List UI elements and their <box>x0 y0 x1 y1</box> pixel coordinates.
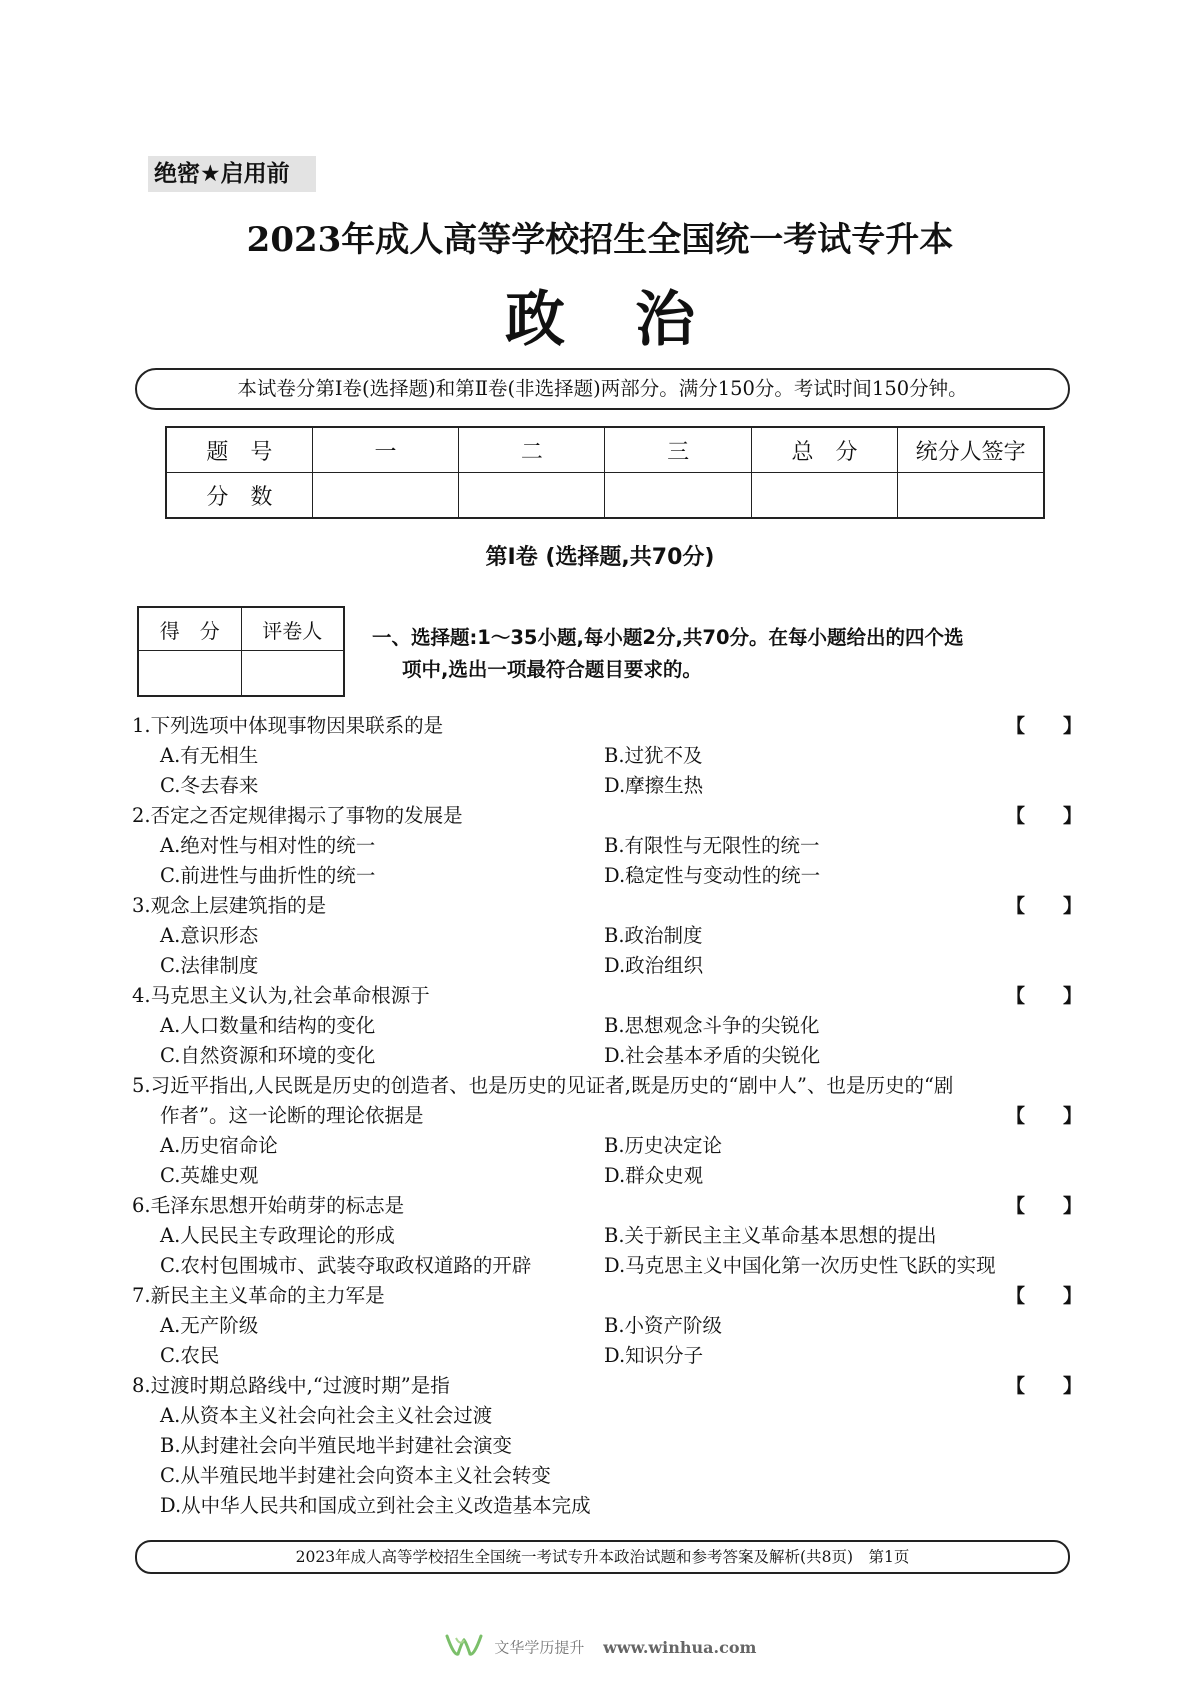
question-stem <box>132 1191 1082 1221</box>
instruction-line: 项中,选出一项最符合题目要求的。 <box>402 658 702 681</box>
question-text: 4.马克思主义认为,社会革命根源于 <box>132 984 430 1007</box>
option-c: C.前进性与曲折性的统一 <box>160 864 376 887</box>
score-table-cell: 统分人签字 <box>898 427 1044 473</box>
score-table-cell: 二 <box>459 427 605 473</box>
question-7 <box>132 1281 1082 1371</box>
question-text: 1.下列选项中体现事物因果联系的是 <box>132 714 444 737</box>
score-entry-cell[interactable] <box>459 473 605 519</box>
exam-note: 本试卷分第Ⅰ卷(选择题)和第Ⅱ卷(非选择题)两部分。满分150分。考试时间150分钟。 <box>135 368 1070 410</box>
answer-bracket[interactable]: 【 】 <box>1005 985 1082 1007</box>
question-6 <box>132 1191 1082 1281</box>
option-d: D.摩擦生热 <box>604 774 704 797</box>
option-a: A.有无相生 <box>160 744 259 767</box>
page-footer: 2023年成人高等学校招生全国统一考试专升本政治试题和参考答案及解析(共8页) 第1页 <box>135 1540 1070 1574</box>
answer-bracket[interactable]: 【 】 <box>1005 1195 1082 1217</box>
exam-title: 2023年成人高等学校招生全国统一考试专升本 <box>246 220 954 260</box>
grader-name-entry[interactable] <box>241 651 344 697</box>
option-b: B.思想观念斗争的尖锐化 <box>604 1014 820 1037</box>
option-c: C.农民 <box>160 1344 220 1367</box>
brand-watermark <box>0 1632 1200 1662</box>
question-4 <box>132 981 1082 1071</box>
question-text: 6.毛泽东思想开始萌芽的标志是 <box>132 1194 405 1217</box>
option-d: D.群众史观 <box>604 1164 704 1187</box>
option-c: C.自然资源和环境的变化 <box>160 1044 376 1067</box>
option-c: C.农村包围城市、武装夺取政权道路的开辟 <box>160 1254 532 1277</box>
answer-bracket[interactable]: 【 】 <box>1005 1105 1082 1127</box>
option-c: C.从半殖民地半封建社会向资本主义社会转变 <box>160 1464 551 1487</box>
question-5 <box>132 1071 1082 1191</box>
option-b: B.历史决定论 <box>604 1134 723 1157</box>
option-b: B.小资产阶级 <box>604 1314 723 1337</box>
question-stem-continued <box>132 1101 1082 1131</box>
question-text: 2.否定之否定规律揭示了事物的发展是 <box>132 804 463 827</box>
option-a: A.人民民主专政理论的形成 <box>160 1224 395 1247</box>
option-c: C.法律制度 <box>160 954 259 977</box>
question-stem <box>132 801 1082 831</box>
score-entry-cell[interactable] <box>751 473 897 519</box>
score-entry-cell[interactable] <box>605 473 751 519</box>
grader-table <box>137 606 345 697</box>
answer-bracket[interactable]: 【 】 <box>1005 805 1082 827</box>
option-a: A.人口数量和结构的变化 <box>160 1014 376 1037</box>
score-table <box>165 426 1045 519</box>
option-a: A.意识形态 <box>160 924 259 947</box>
question-stem <box>132 1281 1082 1311</box>
score-entry-cell[interactable] <box>898 473 1044 519</box>
option-b: B.从封建社会向半殖民地半封建社会演变 <box>160 1434 513 1457</box>
confidential-label: 绝密★启用前 <box>148 156 316 192</box>
part-title: 第Ⅰ卷 (选择题,共70分) <box>485 545 715 570</box>
score-entry-cell[interactable] <box>312 473 458 519</box>
option-a: A.历史宿命论 <box>160 1134 278 1157</box>
subject-title: 政治 <box>505 285 765 355</box>
option-a: A.绝对性与相对性的统一 <box>160 834 376 857</box>
question-2 <box>132 801 1082 891</box>
question-stem <box>132 1371 1082 1401</box>
brand-url[interactable]: www.winhua.com <box>603 1637 757 1657</box>
question-3 <box>132 891 1082 981</box>
answer-bracket[interactable]: 【 】 <box>1005 715 1082 737</box>
option-b: B.有限性与无限性的统一 <box>604 834 820 857</box>
question-8 <box>132 1371 1082 1521</box>
score-table-cell: 总 分 <box>751 427 897 473</box>
option-d: D.社会基本矛盾的尖锐化 <box>604 1044 821 1067</box>
grader-score-entry[interactable] <box>138 651 241 697</box>
option-a: A.无产阶级 <box>160 1314 259 1337</box>
score-table-cell: 一 <box>312 427 458 473</box>
option-b: B.关于新民主主义革命基本思想的提出 <box>604 1224 937 1247</box>
option-b: B.政治制度 <box>604 924 703 947</box>
question-stem <box>132 981 1082 1011</box>
section-instructions <box>372 622 1072 686</box>
answer-bracket[interactable]: 【 】 <box>1005 1285 1082 1307</box>
brand-name: 文华学历提升 <box>494 1638 585 1657</box>
option-b: B.过犹不及 <box>604 744 703 767</box>
question-stem <box>132 891 1082 921</box>
question-stem <box>132 711 1082 741</box>
instruction-line: 一、选择题:1～35小题,每小题2分,共70分。在每小题给出的四个选 <box>372 626 964 649</box>
option-d: D.从中华人民共和国成立到社会主义改造基本完成 <box>160 1494 591 1517</box>
grader-score-label: 得 分 <box>138 607 241 651</box>
option-a: A.从资本主义社会向社会主义社会过渡 <box>160 1404 493 1427</box>
option-d: D.知识分子 <box>604 1344 704 1367</box>
score-table-cell: 题 号 <box>166 427 312 473</box>
option-d: D.马克思主义中国化第一次历史性飞跃的实现 <box>604 1254 996 1277</box>
question-text: 5.习近平指出,人民既是历史的创造者、也是历史的见证者,既是历史的“剧中人”、也是历史的“剧 <box>132 1074 954 1097</box>
answer-bracket[interactable]: 【 】 <box>1005 1375 1082 1397</box>
question-text: 7.新民主主义革命的主力军是 <box>132 1284 385 1307</box>
score-table-header-row <box>166 427 1044 473</box>
question-text: 8.过渡时期总路线中,“过渡时期”是指 <box>132 1374 450 1397</box>
question-1 <box>132 711 1082 801</box>
grader-name-label: 评卷人 <box>241 607 344 651</box>
option-c: C.英雄史观 <box>160 1164 259 1187</box>
option-d: D.稳定性与变动性的统一 <box>604 864 821 887</box>
question-text: 作者”。这一论断的理论依据是 <box>160 1104 424 1127</box>
answer-bracket[interactable]: 【 】 <box>1005 895 1082 917</box>
score-table-score-row <box>166 473 1044 519</box>
brand-logo-icon <box>444 1632 484 1662</box>
option-d: D.政治组织 <box>604 954 704 977</box>
question-text: 3.观念上层建筑指的是 <box>132 894 327 917</box>
option-c: C.冬去春来 <box>160 774 259 797</box>
score-table-cell: 三 <box>605 427 751 473</box>
question-stem <box>132 1071 1082 1101</box>
score-table-cell: 分 数 <box>166 473 312 519</box>
